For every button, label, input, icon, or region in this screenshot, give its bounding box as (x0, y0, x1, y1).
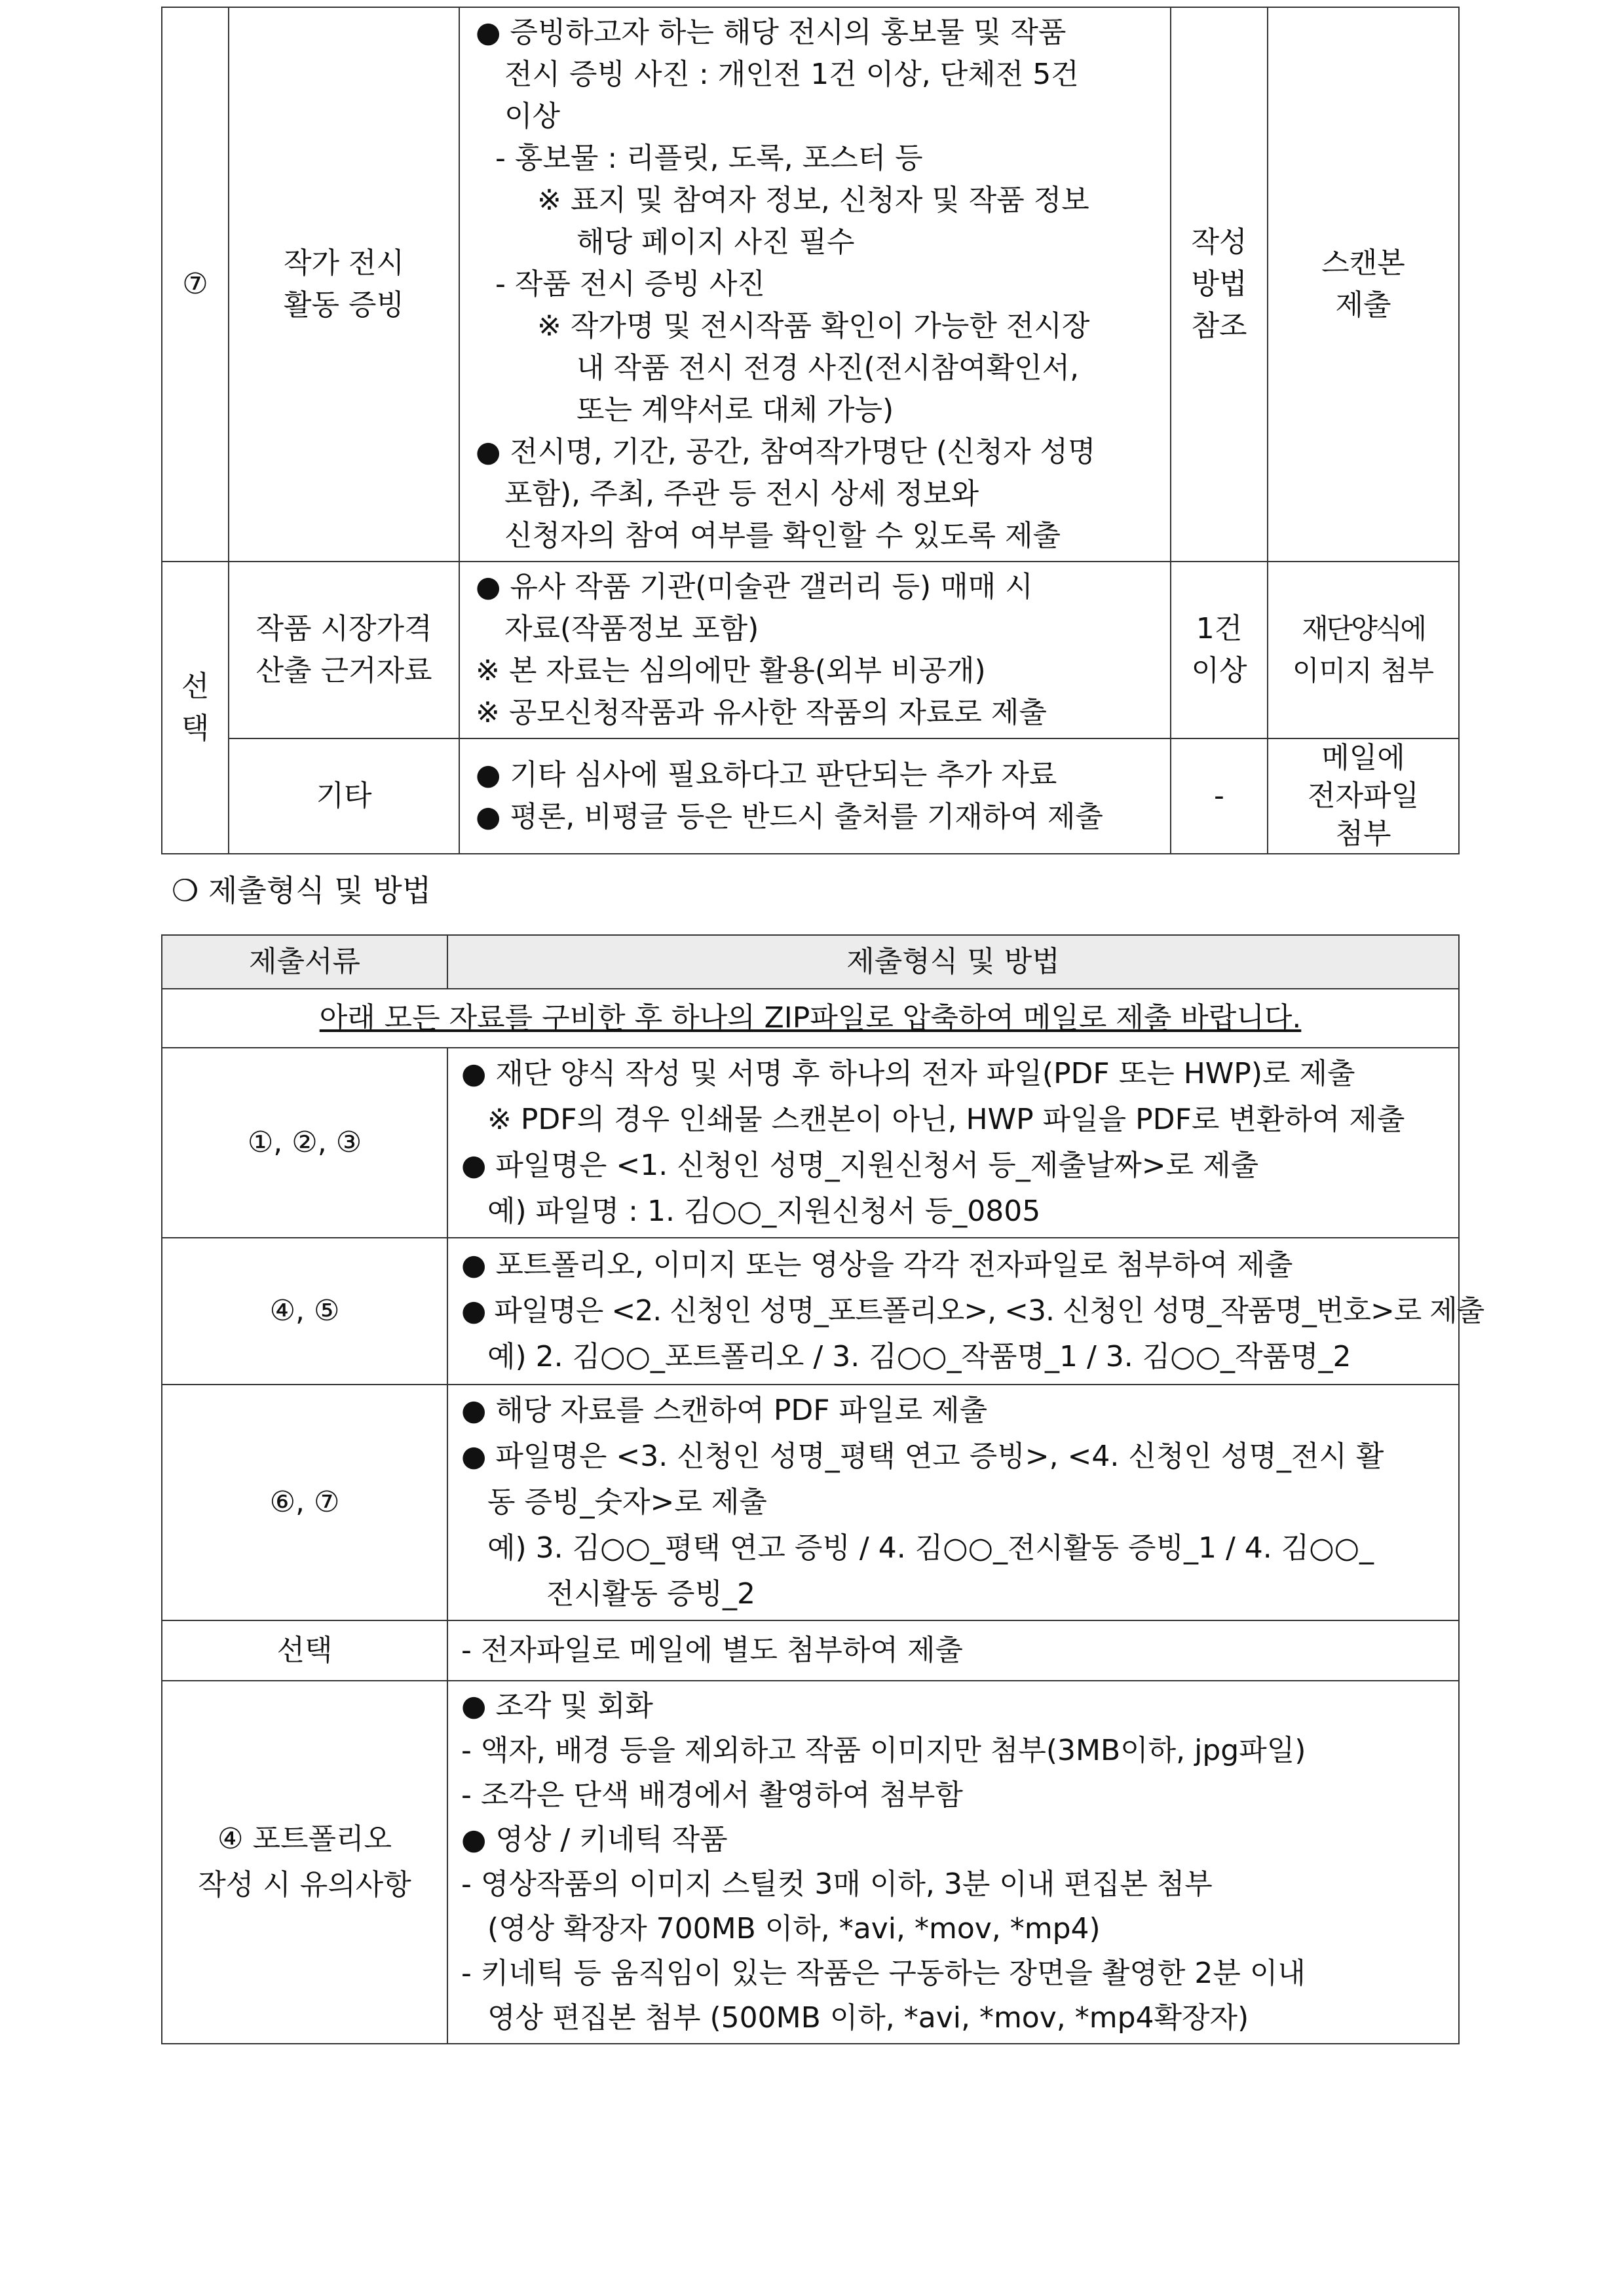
requirements-table (161, 7, 1460, 854)
header-method: 제출형식 및 방법 (447, 935, 1459, 989)
header-doc: 제출서류 (162, 935, 447, 989)
method-content: ● 재단 양식 작성 및 서명 후 하나의 전자 파일(PDF 또는 HWP)로 제출 ※ PDF의 경우 인쇄물 스캔본이 아닌, HWP 파일을 PDF로 변환하여 제출 ● 파일명은 <1. 신청인 성명_지원신청서 등_제출날짜>로 제출 예) 파일명 : 1. 김○○_지원신청서 등_0805 (447, 1048, 1459, 1238)
table-row (162, 562, 1459, 738)
header-row (162, 935, 1459, 989)
submit-method: 메일에 전자파일 첨부 (1268, 738, 1459, 854)
optional-label: 선 택 (162, 562, 229, 854)
doc-label: ⑥, ⑦ (162, 1385, 447, 1620)
quantity: 1건 이상 (1171, 562, 1268, 738)
method-content: - 전자파일로 메일에 별도 첨부하여 제출 (447, 1620, 1459, 1681)
table-row (162, 1681, 1459, 2044)
quantity: 작성 방법 참조 (1171, 7, 1268, 562)
doc-label: ④ 포트폴리오 작성 시 유의사항 (162, 1681, 447, 2044)
doc-label: ①, ②, ③ (162, 1048, 447, 1238)
submit-method: 재단양식에 이미지 첨부 (1268, 562, 1459, 738)
method-content: ● 포트폴리오, 이미지 또는 영상을 각각 전자파일로 첨부하여 제출 ● 파일명은 <2. 신청인 성명_포트폴리오>, <3. 신청인 성명_작품명_번호>로 제출 예) 2. 김○○_포트폴리오 / 3. 김○○_작품명_1 / 3. 김○○_작품명_2 (447, 1238, 1459, 1385)
table-row (162, 1238, 1459, 1385)
notice-row (162, 989, 1459, 1048)
table-row (162, 7, 1459, 562)
table-row (162, 1385, 1459, 1620)
quantity: - (1171, 738, 1268, 854)
doc-label: ④, ⑤ (162, 1238, 447, 1385)
table-row (162, 1048, 1459, 1238)
table-row (162, 738, 1459, 854)
notice-text: 아래 모든 자료를 구비한 후 하나의 ZIP파일로 압축하여 메일로 제출 바랍니다. (162, 989, 1459, 1048)
doc-content: ● 증빙하고자 하는 해당 전시의 홍보물 및 작품 전시 증빙 사진 : 개인전 1건 이상, 단체전 5건 이상 - 홍보물 : 리플릿, 도록, 포스터 등 ※ 표지 및 참여자 정보, 신청자 및 작품 정보 해당 페이지 사진 필수 - 작품 전시 증빙 사진 ※ 작가명 및 전시작품 확인이 가능한 전시장 내 작품 전시 전경 사진(전시참여확인서, 또는 계약서로 대체 가능) ● 전시명, 기간, 공간, 참여작가명단 (신청자 성명 포함), 주최, 주관 등 전시 상세 정보와 신청자의 참여 여부를 확인할 수 있도록 제출 (459, 7, 1171, 562)
row-number: ⑦ (162, 7, 229, 562)
submission-table (161, 934, 1484, 2044)
table-row (162, 1620, 1459, 1681)
submit-method: 스캔본 제출 (1268, 7, 1459, 562)
doc-label: 선택 (162, 1620, 447, 1681)
method-content: ● 조각 및 회화 - 액자, 배경 등을 제외하고 작품 이미지만 첨부(3MB이하, jpg파일) - 조각은 단색 배경에서 촬영하여 첨부함 ● 영상 / 키네틱 작품 - 영상작품의 이미지 스틸컷 3매 이하, 3분 이내 편집본 첨부 (영상 확장자 700MB 이하, *avi, *mov, *mp4) - 키네틱 등 움직임이 있는 작품은 구동하는 장면을 촬영한 2분 이내 영상 편집본 첨부 (500MB 이하, *avi, *mov, *mp4확장자) (447, 1681, 1459, 2044)
doc-name: 작가 전시 활동 증빙 (229, 7, 459, 562)
doc-content: ● 기타 심사에 필요하다고 판단되는 추가 자료 ● 평론, 비평글 등은 반드시 출처를 기재하여 제출 (459, 738, 1171, 854)
doc-name: 기타 (229, 738, 459, 854)
method-content: ● 해당 자료를 스캔하여 PDF 파일로 제출 ● 파일명은 <3. 신청인 성명_평택 연고 증빙>, <4. 신청인 성명_전시 활 동 증빙_숫자>로 제출 예) 3. 김○○_평택 연고 증빙 / 4. 김○○_전시활동 증빙_1 / 4. 김○○_ 전시활동 증빙_2 (447, 1385, 1459, 1620)
doc-name: 작품 시장가격 산출 근거자료 (229, 562, 459, 738)
doc-content: ● 유사 작품 기관(미술관 갤러리 등) 매매 시 자료(작품정보 포함) ※ 본 자료는 심의에만 활용(외부 비공개) ※ 공모신청작품과 유사한 작품의 자료로 제출 (459, 562, 1171, 738)
section-title: ❍ 제출형식 및 방법 (172, 873, 432, 908)
